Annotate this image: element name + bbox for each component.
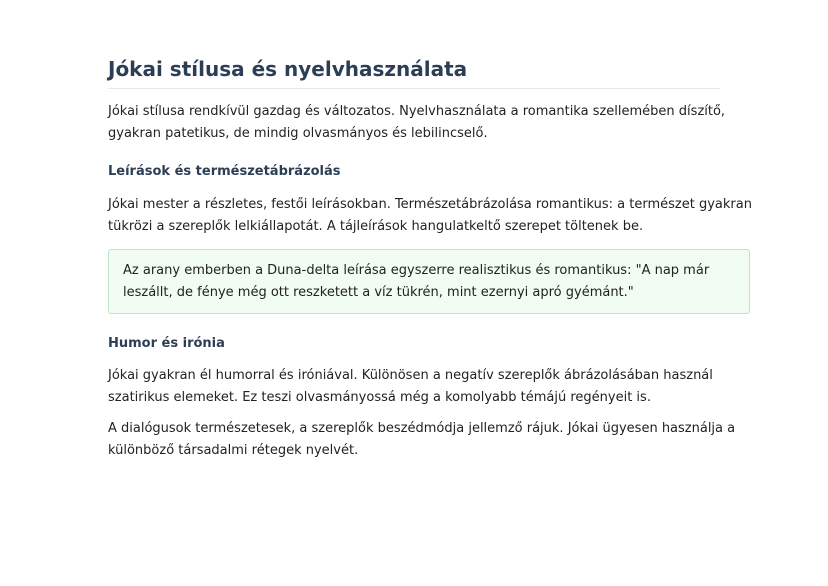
- quote-text: Az arany emberben a Duna-delta leírása egyszerre realisztikus és romantikus: "A nap már leszállt, de fénye még ott reszketett a víz tükrén, mint ezernyi apró gyémánt.": [123, 263, 710, 300]
- section-paragraph-dialogues: A dialógusok természetesek, a szereplők beszédmódja jellemző rájuk. Jókai ügyesen használja a különböző társadalmi rétegek nyelvét.: [108, 421, 736, 458]
- section-heading-humor: Humor és irónia: [108, 336, 225, 351]
- page-title: Jókai stílusa és nyelvhasználata: [108, 56, 720, 89]
- section-paragraph-descriptions: Jókai mester a részletes, festői leírásokban. Természetábrázolása romantikus: a természet gyakran tükrözi a szereplők lelkiállapotát. A tájleírások hangulatkeltő szerepet töltenek be.: [108, 197, 752, 234]
- section-heading-descriptions: Leírások és természetábrázolás: [108, 164, 341, 179]
- quote-box: [108, 249, 750, 314]
- section-paragraph-humor: Jókai gyakran él humorral és iróniával. Különösen a negatív szereplők ábrázolásában használ szatirikus elemeket. Ez teszi olvasmányossá még a komolyabb témájú regényeit is.: [108, 368, 713, 405]
- intro-paragraph: Jókai stílusa rendkívül gazdag és változatos. Nyelvhasználata a romantika szellemében díszítő, gyakran patetikus, de mindig olvasmányos és lebilincselő.: [108, 104, 726, 141]
- article-content: [108, 56, 752, 462]
